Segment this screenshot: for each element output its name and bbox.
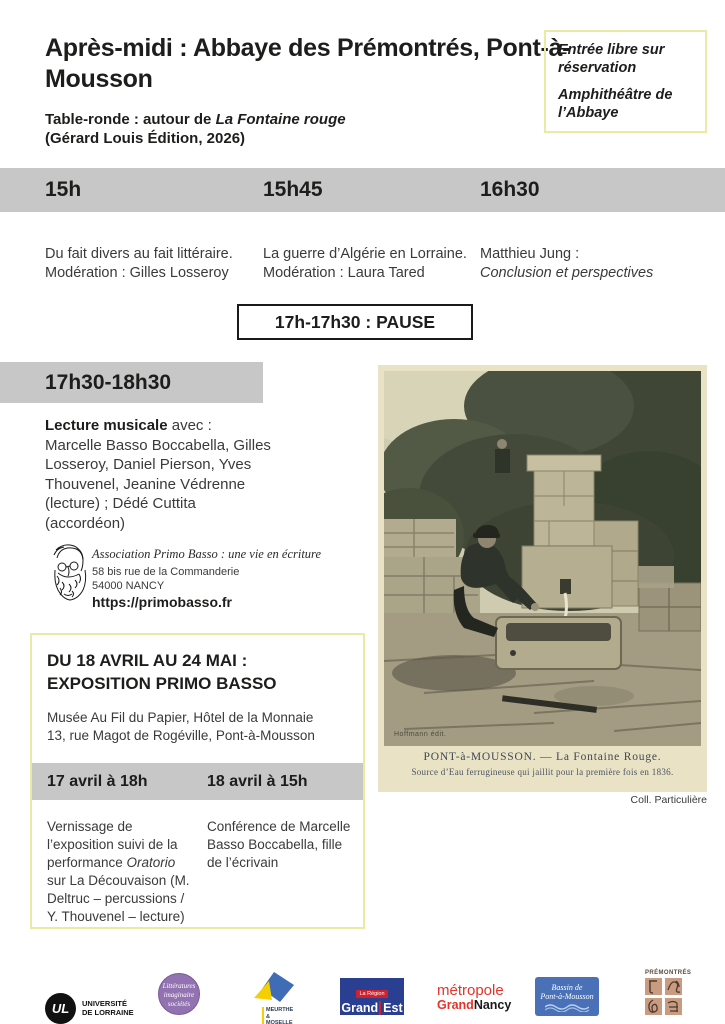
exposition-box: [30, 633, 365, 929]
ul-label: [82, 999, 134, 1017]
evening-time-bar: 17h30-18h30: [0, 362, 263, 403]
association-url-link[interactable]: https://primobasso.fr: [92, 594, 233, 610]
session-1-topic: Du fait divers au fait littéraire.: [45, 246, 233, 262]
info-box: [544, 30, 707, 133]
session-1-moderator: Modération : Gilles Losseroy: [45, 265, 229, 281]
lis-line1: Littératures: [162, 982, 196, 990]
session-3-speaker: Matthieu Jung :: [480, 246, 580, 262]
mm-label-line2: & MOSELLE: [266, 1013, 293, 1024]
time-15h45: 15h45: [263, 178, 323, 201]
ge-est: Est: [379, 1001, 402, 1015]
logo-region-grand-est: [340, 978, 404, 1015]
ge-grand: Grand: [341, 1001, 379, 1015]
postcard-caption-title: PONT-à-MOUSSON. — La Fontaine Rouge.: [423, 751, 662, 763]
meurthe-moselle-icon: [252, 972, 294, 1002]
premontres-square-3: [645, 998, 662, 1015]
time-16h30: 16h30: [480, 178, 540, 201]
mn-nancy: Nancy: [473, 998, 512, 1012]
premontres-squares-icon: [645, 978, 689, 1015]
subtitle: [45, 110, 465, 148]
mn-metropole: métropole: [437, 982, 504, 999]
logo-metropole-grand-nancy: [437, 983, 511, 1024]
session-1: [45, 245, 263, 283]
logo-premontres: [645, 970, 692, 1022]
mm-label: [262, 1007, 296, 1024]
exposition-dates: DU 18 AVRIL AU 24 MAI :: [47, 651, 248, 670]
postcard-publisher: Hoffmann édit.: [394, 731, 447, 738]
ge-region-label: La Région: [356, 990, 387, 998]
association-name: Association Primo Basso : une vie en écriture: [92, 547, 322, 561]
lis-line2: imaginaire: [163, 991, 195, 999]
logo-meurthe-et-moselle: [250, 972, 296, 1024]
ul-label-line1: UNIVERSITÉ: [82, 999, 128, 1008]
session-3-topic: Conclusion et perspectives: [480, 265, 654, 281]
lecture-avec: avec :: [167, 417, 212, 434]
fountain-photo-illustration: [384, 371, 701, 746]
primo-basso-portrait-sketch: [44, 542, 90, 604]
subtitle-line1: [45, 110, 465, 129]
exposition-times-bar: [32, 763, 363, 800]
postcard: [378, 365, 707, 792]
exposition-title: [47, 649, 277, 695]
mm-label-line1: MEURTHE: [266, 1007, 294, 1013]
ul-label-line2: DE LORRAINE: [82, 1008, 134, 1017]
bpm-wave-icon: [545, 1004, 589, 1012]
mn-grandnancy: [437, 998, 511, 1012]
lecture-participants: Marcelle Basso Boccabella, Gilles Losseroy, Daniel Pierson, Yves Thouvenel, Jeanine Védrenne (lecture) ; Dédé Cuttita (accordéon): [45, 436, 271, 532]
ul-monogram-icon: UL: [45, 993, 76, 1024]
bpm-line2: Pont-à-Mousson: [540, 992, 594, 1001]
time-15h: 15h: [45, 178, 82, 201]
event-1-desc-work: Oratorio: [126, 855, 176, 870]
event-1-desc-pre: Vernissage de l’exposition suivi de la performance: [47, 819, 178, 870]
event-1-desc-post: sur La Découvaison (M. Deltruc – percussions / Y. Thouvenel – lecture): [47, 873, 190, 924]
times-bar: [0, 168, 725, 212]
info-entry: Entrée libre sur réservation: [558, 42, 665, 76]
association-city: 54000 NANCY: [92, 580, 165, 592]
session-2-topic: La guerre d’Algérie en Lorraine.: [263, 246, 467, 262]
postcard-caption-subtitle: Source d’Eau ferrugineuse qui jaillit pour la première fois en 1836.: [411, 767, 674, 777]
photo-credit: Coll. Particulière: [630, 794, 707, 806]
mn-grand: Grand: [437, 998, 474, 1012]
book-title: La Fontaine rouge: [215, 111, 346, 128]
venue-line2: 13, rue Magot de Rogéville, Pont-à-Mousson: [47, 728, 315, 743]
event-2-time: 18 avril à 15h: [207, 773, 308, 790]
lecture-label: Lecture musicale: [45, 417, 168, 434]
event-1-description: [47, 818, 195, 926]
association-street: 58 bis rue de la Commanderie: [92, 566, 240, 578]
subtitle-edition: (Gérard Louis Édition, 2026): [45, 130, 246, 147]
ge-name: [340, 1001, 404, 1015]
pause-box: 17h-17h30 : PAUSE: [237, 304, 473, 340]
logo-litteratures-imaginaire-societes: [158, 973, 200, 1015]
event-1-time: 17 avril à 18h: [47, 773, 148, 790]
exposition-venue: [47, 709, 347, 745]
bpm-line1: Bassin de: [551, 983, 583, 992]
logo-universite-de-lorraine: [45, 982, 134, 1024]
premontres-label: PRÉMONTRÉS: [645, 970, 692, 976]
page-title: Après-midi : Abbaye des Prémontrés, Pont-à-Mousson: [45, 34, 571, 93]
session-3: [480, 245, 710, 283]
premontres-square-4: [665, 998, 682, 1015]
logo-bassin-pont-a-mousson: [535, 977, 599, 1016]
lecture-musicale: [45, 416, 273, 533]
info-venue: Amphithéâtre de l’Abbaye: [558, 87, 673, 121]
lis-line3: sociétés: [167, 1000, 191, 1008]
subtitle-lead: Table-ronde : autour de: [45, 111, 216, 128]
session-2: [263, 245, 481, 283]
premontres-square-1: [645, 978, 662, 995]
exposition-name: EXPOSITION PRIMO BASSO: [47, 674, 277, 693]
association-address: [92, 565, 239, 593]
venue-line1: Musée Au Fil du Papier, Hôtel de la Monnaie: [47, 710, 314, 725]
session-2-moderator: Modération : Laura Tared: [263, 265, 425, 281]
premontres-square-2: [665, 978, 682, 995]
event-2-description: Conférence de Marcelle Basso Boccabella, fille de l’écrivain: [207, 819, 351, 870]
